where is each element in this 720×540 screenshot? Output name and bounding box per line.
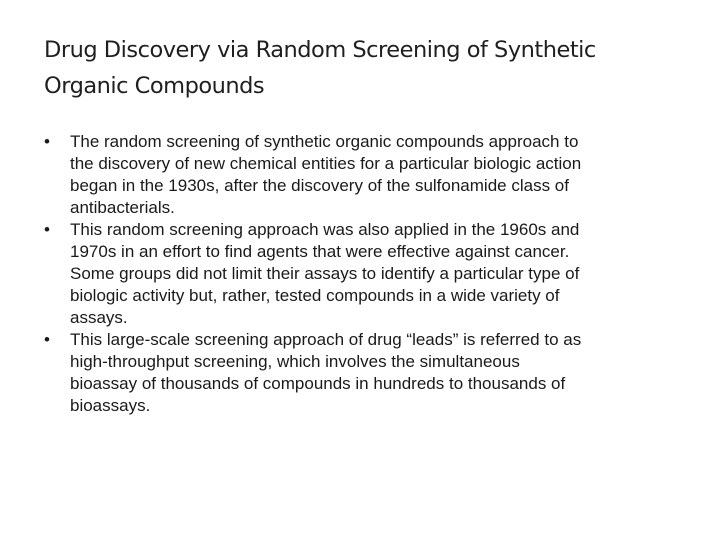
bullet-text [70, 219, 684, 329]
slide-title-line-2: Organic Compounds [44, 73, 265, 99]
bullet-line: Some groups did not limit their assays to identify a particular type of [70, 264, 580, 283]
bullet-item-3 [44, 329, 684, 417]
bullet-line: high-throughput screening, which involves the simultaneous [70, 352, 520, 371]
bullet-text [70, 329, 684, 417]
bullet-item-1 [44, 131, 684, 219]
bullet-line: bioassay of thousands of compounds in hundreds to thousands of [70, 374, 566, 393]
bullet-line: the discovery of new chemical entities for a particular biologic action [70, 154, 582, 173]
bullet-line: This random screening approach was also applied in the 1960s and [70, 220, 580, 239]
slide-title [44, 32, 684, 104]
bullet-line: This large-scale screening approach of drug “leads” is referred to as [70, 330, 582, 349]
bullet-line: 1970s in an effort to find agents that were effective against cancer. [70, 242, 570, 261]
bullet-marker: • [44, 132, 50, 151]
bullet-line: began in the 1930s, after the discovery of the sulfonamide class of [70, 176, 569, 195]
bullet-line: assays. [70, 308, 128, 327]
bullet-marker: • [44, 330, 50, 349]
bullet-item-2 [44, 219, 684, 329]
bullet-marker: • [44, 220, 50, 239]
slide-title-line-1: Drug Discovery via Random Screening of Synthetic [44, 37, 596, 63]
bullet-text [70, 131, 684, 219]
bullet-line: antibacterials. [70, 198, 175, 217]
bullet-line: The random screening of synthetic organic compounds approach to [70, 132, 579, 151]
bullet-list [44, 131, 684, 417]
bullet-line: biologic activity but, rather, tested compounds in a wide variety of [70, 286, 560, 305]
bullet-line: bioassays. [70, 396, 151, 415]
